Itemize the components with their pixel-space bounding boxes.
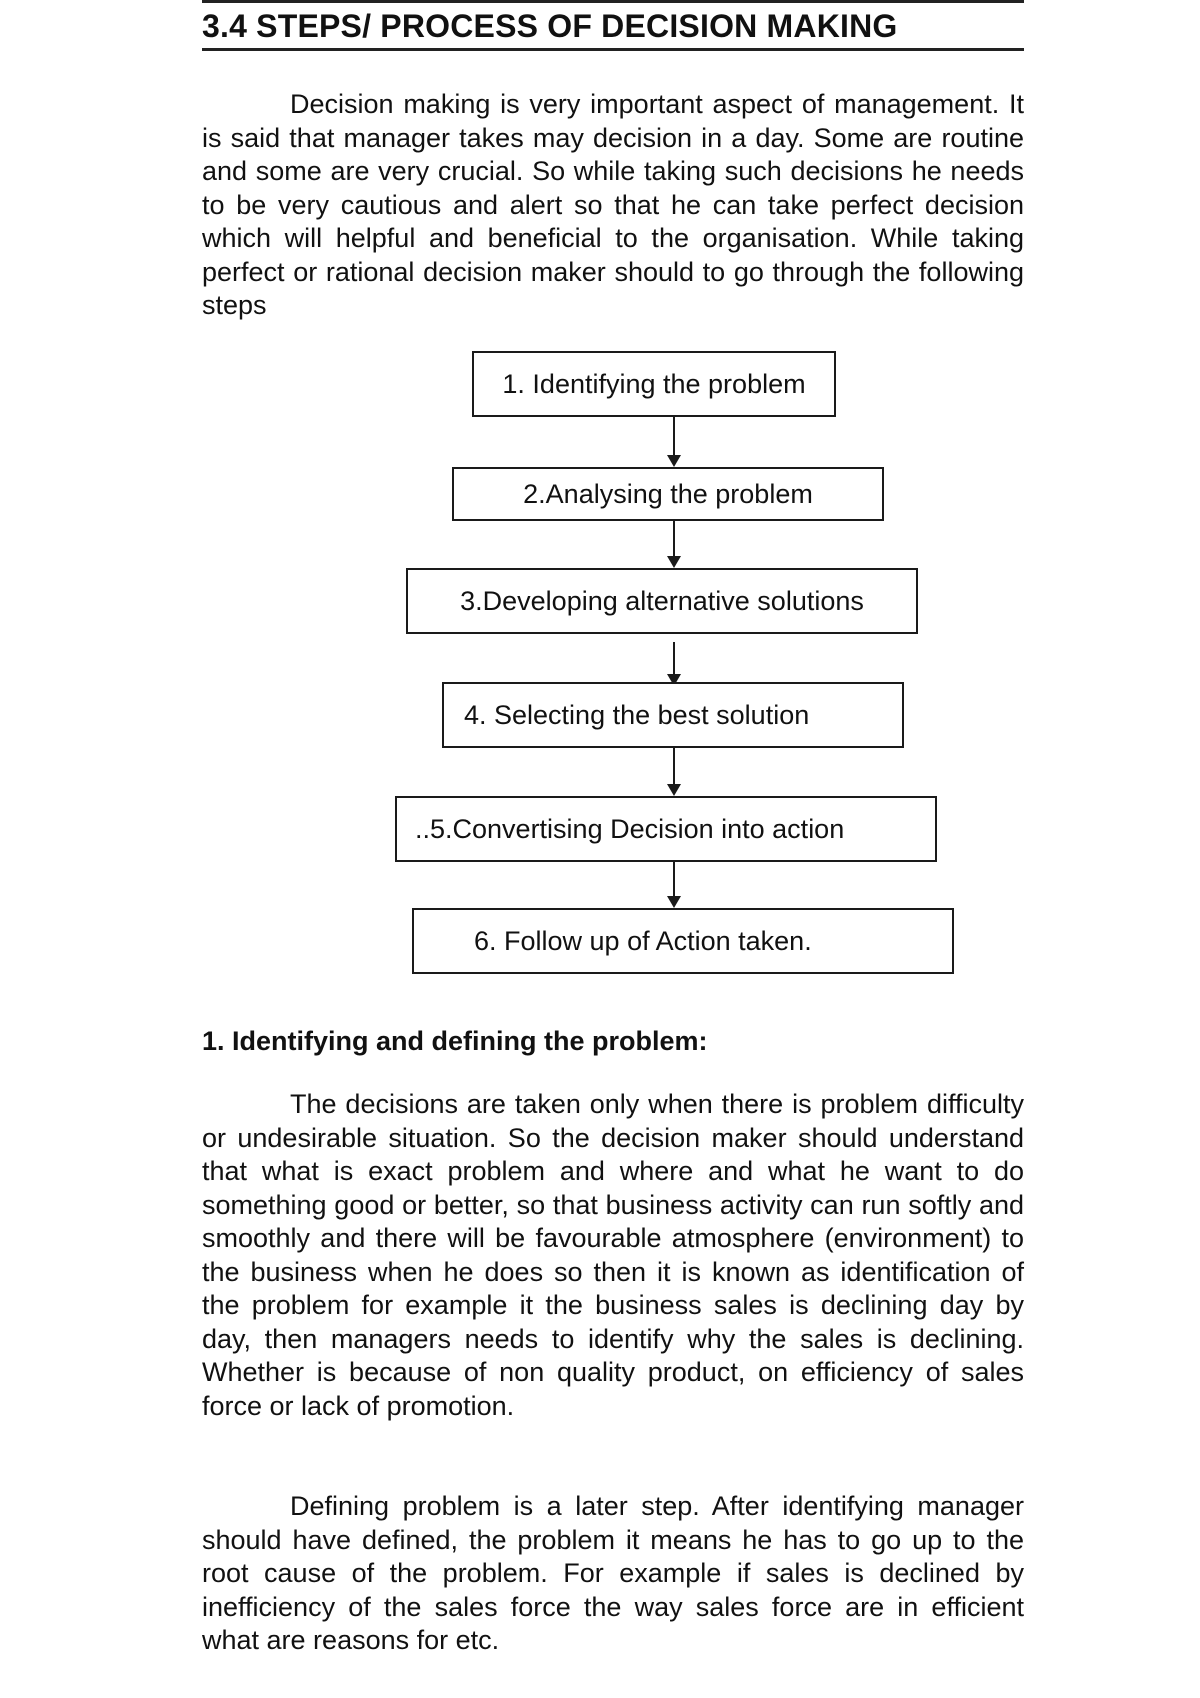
- step1-subheading: 1. Identifying and defining the problem:: [202, 1026, 708, 1056]
- flow-step-3-label: 3.Developing alternative solutions: [460, 585, 864, 616]
- flow-arrow-4-5: [673, 748, 675, 794]
- step1-paragraph-2: Defining problem is a later step. After identifying manager should have defined, the problem it means he has to go up to the root cause of the problem. For example if sales is declined by inefficiency of the sales force the way sales force are in efficient what are reasons for etc.: [202, 1491, 1024, 1655]
- flow-arrow-3-4: [673, 642, 675, 684]
- flow-step-6-box: [412, 908, 954, 974]
- flow-step-3-box: [406, 568, 918, 634]
- flow-step-1-label: 1. Identifying the problem: [502, 368, 806, 399]
- flow-step-6-label: 6. Follow up of Action taken.: [474, 925, 812, 956]
- flow-step-4-label: 4. Selecting the best solution: [464, 699, 810, 730]
- step1-paragraph-1: The decisions are taken only when there is problem difficulty or undesirable situation. So the decision maker should understand that what is exact problem and where and what he want to do something good or better, so that business activity can run softly and smoothly and there will be favourable atmosphere (environment) to the business when he does so then it is known as identification of the problem for example it the business sales is declining day by day, then managers needs to identify why the sales is declining. Whether is because of non quality product, on efficiency of sales force or lack of promotion.: [202, 1089, 1024, 1421]
- section-heading: 3.4 STEPS/ PROCESS OF DECISION MAKING: [202, 8, 898, 44]
- flow-step-1-box: [472, 351, 836, 417]
- flow-step-4-box: [442, 682, 904, 748]
- flow-step-5-box: [395, 796, 937, 862]
- flow-step-2-label: 2.Analysing the problem: [523, 478, 813, 509]
- flow-step-5-label: ..5.Convertising Decision into action: [415, 813, 845, 844]
- flow-arrow-1-2: [673, 417, 675, 465]
- flow-arrow-5-6: [673, 862, 675, 906]
- intro-paragraph: Decision making is very important aspect of management. It is said that manager takes may decision in a day. Some are routine and some are very crucial. So while taking such decisions he needs to be very cautious and alert so that he can take perfect decision which will helpful and beneficial to the organisation. While taking perfect or rational decision maker should to go through the following steps: [202, 89, 1024, 320]
- flow-step-2-box: [452, 467, 884, 521]
- decision-process-flowchart: [202, 0, 1024, 1000]
- flow-arrow-2-3: [673, 521, 675, 566]
